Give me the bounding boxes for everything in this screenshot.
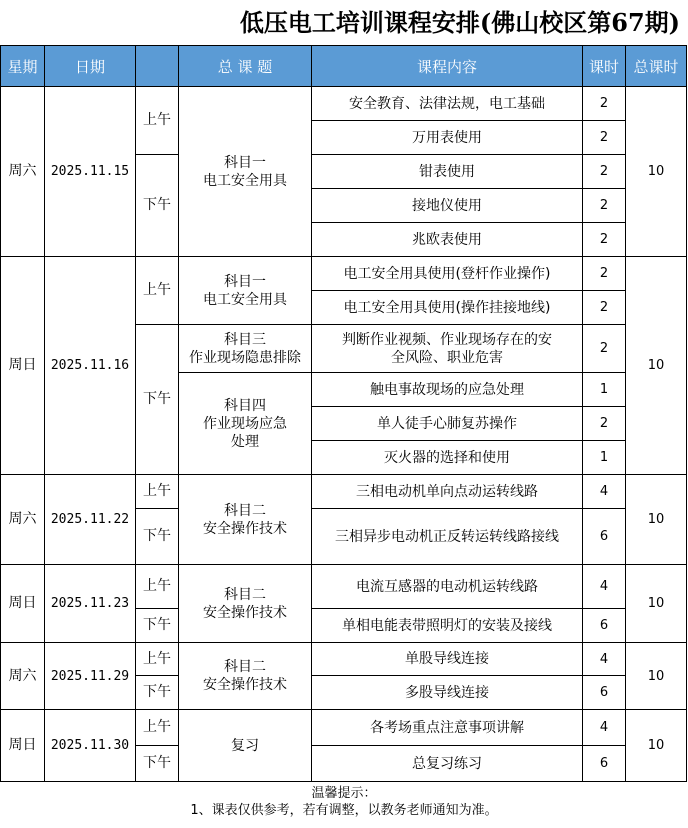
header-period [136, 46, 179, 87]
topic-cell [179, 643, 312, 710]
hours-cell: 4 [583, 475, 626, 509]
total-cell: 10 [626, 475, 687, 565]
pm-cell: 下午 [136, 509, 179, 565]
content-cell: 电工安全用具使用(操作挂接地线) [312, 291, 583, 325]
topic-cell [179, 565, 312, 643]
content-cell: 单股导线连接 [312, 643, 583, 676]
schedule-table [0, 45, 687, 782]
am-cell: 上午 [136, 565, 179, 609]
topic-text: 科目三 作业现场隐患排除 [189, 331, 301, 366]
am-cell: 上午 [136, 475, 179, 509]
topic-cell [179, 475, 312, 565]
week-cell: 周六 [1, 475, 45, 565]
date-cell: 2025.11.22 [45, 475, 136, 565]
header-hours: 课时 [583, 46, 626, 87]
pm-cell: 下午 [136, 155, 179, 257]
notice-heading: 温馨提示： [311, 786, 377, 801]
table-row [1, 565, 687, 609]
am-cell: 上午 [136, 257, 179, 325]
topic-text: 科目二 安全操作技术 [203, 659, 287, 693]
pm-cell: 下午 [136, 676, 179, 710]
header-content: 课程内容 [312, 46, 583, 87]
topic-text: 科目二 安全操作技术 [203, 502, 287, 537]
hours-cell: 6 [583, 676, 626, 710]
content-cell: 总复习练习 [312, 746, 583, 782]
am-cell: 上午 [136, 87, 179, 155]
am-cell: 上午 [136, 643, 179, 676]
pm-cell: 下午 [136, 325, 179, 475]
total-cell: 10 [626, 643, 687, 710]
header-week: 星期 [1, 46, 45, 87]
topic-text: 科目一 电工安全用具 [203, 154, 287, 189]
topic-text: 科目四 作业现场应急 处理 [203, 397, 287, 450]
hours-cell: 2 [583, 155, 626, 189]
total-cell: 10 [626, 257, 687, 475]
date-cell: 2025.11.30 [45, 710, 136, 782]
topic-cell [179, 373, 312, 475]
am-cell: 上午 [136, 710, 179, 746]
topic-cell [179, 710, 312, 782]
total-cell: 10 [626, 565, 687, 643]
hours-cell: 6 [583, 609, 626, 643]
topic-cell [179, 325, 312, 373]
notice-line: 1、课表仅供参考，若有调整，以教务老师通知为准。 [190, 803, 498, 818]
content-text: 判断作业视频、作业现场存在的安 全风险、职业危害 [342, 331, 552, 366]
table-row [1, 643, 687, 676]
content-cell: 三相异步电动机正反转运转线路接线 [312, 509, 583, 565]
topic-cell [179, 257, 312, 325]
week-cell: 周日 [1, 257, 45, 475]
header-row [1, 46, 687, 87]
week-cell: 周日 [1, 710, 45, 782]
total-cell: 10 [626, 710, 687, 782]
table-row [1, 257, 687, 291]
hours-cell: 1 [583, 441, 626, 475]
content-cell: 钳表使用 [312, 155, 583, 189]
content-cell: 三相电动机单向点动运转线路 [312, 475, 583, 509]
hours-cell: 2 [583, 87, 626, 121]
week-cell: 周六 [1, 87, 45, 257]
content-cell [312, 325, 583, 373]
hours-cell: 2 [583, 223, 626, 257]
content-cell: 兆欧表使用 [312, 223, 583, 257]
week-cell: 周日 [1, 565, 45, 643]
hours-cell: 2 [583, 257, 626, 291]
content-cell: 安全教育、法律法规，电工基础 [312, 87, 583, 121]
hours-cell: 6 [583, 746, 626, 782]
hours-cell: 2 [583, 189, 626, 223]
content-cell: 多股导线连接 [312, 676, 583, 710]
pm-cell: 下午 [136, 609, 179, 643]
content-cell: 电流互感器的电动机运转线路 [312, 565, 583, 609]
content-cell: 单人徒手心肺复苏操作 [312, 407, 583, 441]
hours-cell: 1 [583, 373, 626, 407]
hours-cell: 6 [583, 509, 626, 565]
content-cell: 万用表使用 [312, 121, 583, 155]
topic-text: 复习 [231, 737, 259, 754]
total-cell: 10 [626, 87, 687, 257]
pm-cell: 下午 [136, 746, 179, 782]
table-row [1, 710, 687, 746]
content-cell: 电工安全用具使用(登杆作业操作) [312, 257, 583, 291]
date-cell: 2025.11.23 [45, 565, 136, 643]
content-cell: 单相电能表带照明灯的安装及接线 [312, 609, 583, 643]
topic-cell [179, 87, 312, 257]
page-title: 低压电工培训课程安排(佛山校区第67期) [239, 8, 680, 37]
hours-cell: 2 [583, 407, 626, 441]
hours-cell: 2 [583, 325, 626, 373]
topic-text: 科目二 安全操作技术 [203, 586, 287, 621]
content-cell: 触电事故现场的应急处理 [312, 373, 583, 407]
hours-cell: 4 [583, 710, 626, 746]
topic-text: 科目一 电工安全用具 [203, 273, 287, 308]
week-cell: 周六 [1, 643, 45, 710]
hours-cell: 2 [583, 291, 626, 325]
table-row [1, 475, 687, 509]
notice [0, 785, 688, 819]
content-cell: 接地仪使用 [312, 189, 583, 223]
content-cell: 灭火器的选择和使用 [312, 441, 583, 475]
header-date: 日期 [45, 46, 136, 87]
hours-cell: 2 [583, 121, 626, 155]
table-row [1, 87, 687, 121]
header-total: 总课时 [626, 46, 687, 87]
hours-cell: 4 [583, 565, 626, 609]
content-cell: 各考场重点注意事项讲解 [312, 710, 583, 746]
date-cell: 2025.11.16 [45, 257, 136, 475]
hours-cell: 4 [583, 643, 626, 676]
header-topic: 总 课 题 [179, 46, 312, 87]
date-cell: 2025.11.29 [45, 643, 136, 710]
date-cell: 2025.11.15 [45, 87, 136, 257]
